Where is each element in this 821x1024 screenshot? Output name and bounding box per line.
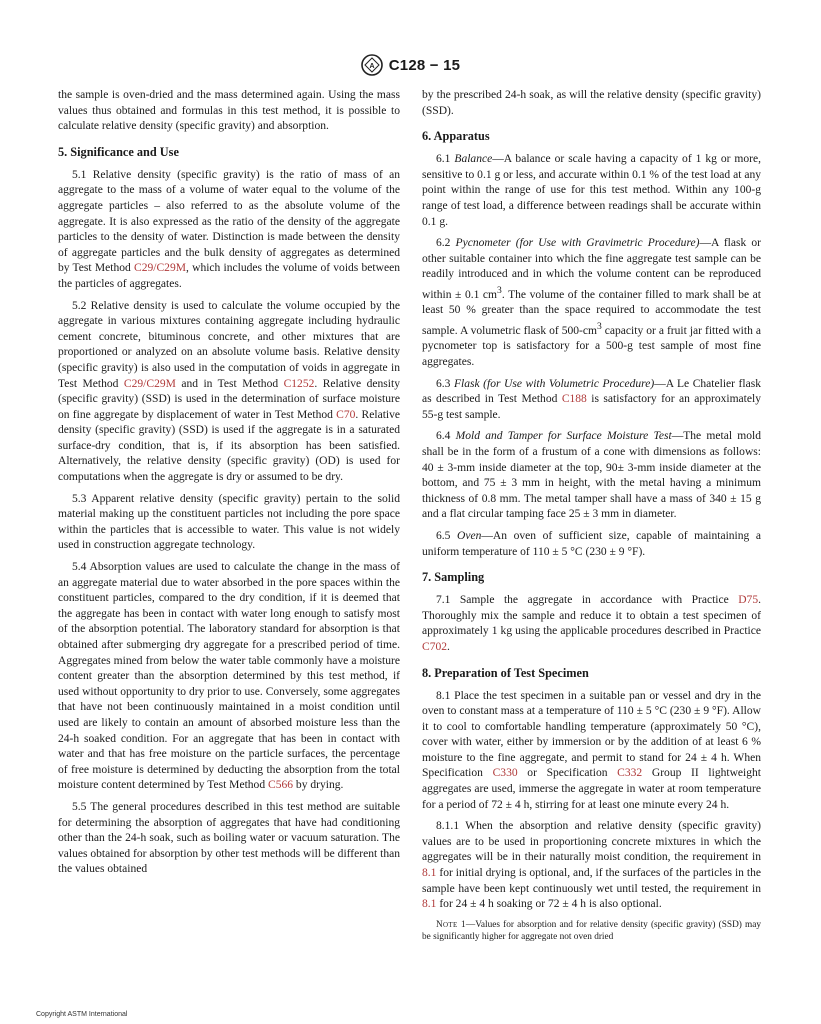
link-c1252[interactable]: C1252 [283,377,315,390]
left-column [58,88,400,884]
paragraph-continuation: by the prescribed 24-h soak, as will the relative density (specific gravity) (SSD). [422,89,761,117]
link-c188[interactable]: C188 [561,393,587,406]
paragraph-8-1: 8.1 Place the test specimen in a suitable pan or vessel and dry in the oven to constant mass at a temperature of 110 ± 5 °C (230 ± 9 °F). Allow it to cool to comfortable handling temperature (approximately 50 °C), cover with water, either by immersion or by the addition of at least 6 % moisture to the fine aggregate, and permit to stand for 24 ± 4 h. When Specification C330 or Specification C332 Group II lightweight aggregates are used, immerse the aggregate in water at room temperature for a period of 72 ± 4 h, stirring for at least one minute every 24 h. [422,689,761,811]
paragraph-7-1: 7.1 Sample the aggregate in accordance with Practice D75. Thoroughly mix the sample and reduce it to obtain a test specimen of approximately 1 kg using the applicable procedures described in Practice C702. [422,594,761,653]
document-id: C128 − 15 [388,56,461,74]
link-c29[interactable]: C29/C29M [134,262,186,275]
section-heading-8: 8. Preparation of Test Specimen [422,665,589,680]
link-c330[interactable]: C330 [492,767,518,780]
link-section-8-1[interactable]: 8.1 [422,867,437,880]
paragraph-6-1: 6.1 Balance—A balance or scale having a capacity of 1 kg or more, sensitive to 0.1 g or less, and accurate within 0.1 % of the test load at any point within the range of use for this test method. Within any 100-g range of test load, a difference between readings shall be accurate within 0.1 g. [422,153,762,228]
paragraph-6-2: 6.2 Pycnometer (for Use with Gravimetric Procedure)—A flask or other suitable container into which the fine aggregate test sample can be readily introduced and in which the volume content can be reproduced within ± 0.1 $cm^3$. The volume of the container filled to mark shall be at least 50 % greater than the space required to accommodate the test sample. A volumetric flask of $500-cm^3$ capacity or a fruit jar fitted with a pycnometer top is satisfactory for a 500-g test sample of most fine aggregates. [422,237,761,368]
link-c70[interactable]: C70 [336,408,356,421]
note-1: Note 1—Values for absorption and for relative density (specific gravity) (SSD) may be significantly higher for aggregate not oven dried [422,919,762,943]
section-heading-7: 7. Sampling [422,570,485,585]
section-heading-5: 5. Significance and Use [58,144,179,159]
paragraph-5-5: 5.5 The general procedures described in this test method are suitable for determining the absorption of aggregates that have had conditioning other than the 24-h soak, such as boiling water or vacuum saturation. The values obtained for absorption by other test methods will be different than the values obtained [58,800,400,876]
link-c29[interactable]: C29/C29M [123,377,176,390]
paragraph-8-1-1: 8.1.1 When the absorption and relative density (specific gravity) values are to be used in proportioning concrete mixtures in which the aggregates will be in their naturally moist condition, the requirement in 8.1 for initial drying is optional, and, if the surfaces of the particles in the sample have been kept continuously wet until tested, the requirement in 8.1 for 24 ± 4 h soaking or 72 ± 4 h is also optional. [422,820,761,911]
note-label: Note 1 [436,919,466,930]
link-c332[interactable]: C332 [617,767,643,780]
link-c566[interactable]: C566 [268,779,294,792]
svg-text:A: A [369,63,375,70]
link-d75[interactable]: D75 [738,594,759,607]
paragraph-continuation: the sample is oven-dried and the mass determined again. Using the mass values thus obtained and formulas in this test method, it is possible to calculate relative density (specific gravity) and absorption. [58,89,400,133]
paragraph-6-5: 6.5 Oven—An oven of sufficient size, capable of maintaining a uniform temperature of 110 ± 5 °C (230 ± 9 °F). [422,529,761,558]
right-column [422,88,761,944]
link-c702[interactable]: C702 [422,640,448,653]
page-header [0,52,821,78]
paragraph-5-3: 5.3 Apparent relative density (specific gravity) pertain to the solid material making up the constituent particles not including the pore space within the particles that is accessible to water. This value is not widely used in construction aggregate technology. [58,492,400,552]
link-section-8-1[interactable]: 8.1 [422,898,437,911]
paragraph-6-3: 6.3 Flask (for Use with Volumetric Procedure)—A Le Chatelier flask as described in Test Method C188 is satisfactory for an approximately 55-g test sample. [422,377,762,421]
paragraph-6-4: 6.4 Mold and Tamper for Surface Moisture Test—The metal mold shall be in the form of a frustum of a cone with dimensions as follows: 40 ± 3-mm inside diameter at the top, 90± 3-mm inside diameter at the bottom, and 75 ± 3 mm in height, with the metal having a minimum thickness of 0.8 mm. The metal tamper shall have a mass of 340 ± 15 g and a flat circular tamping face 25 ± 3 mm in diameter. [422,430,761,521]
astm-logo-icon [361,54,383,76]
paragraph-5-1: 5.1 Relative density (specific gravity) is the ratio of mass of an aggregate to the mass of a volume of water equal to the volume of the aggregate particles – also referred to as the absolute volume of the aggregate. It is also expressed as the ratio of the density of the aggregate particles to the density of water. Distinction is made between the density of aggregate particles and the bulk density of aggregates as determined by Test Method C29/C29M, which includes the volume of voids between the particles of aggregates. [58,168,400,290]
copyright-footer: Copyright ASTM International [36,1011,128,1018]
paragraph-5-4: 5.4 Absorption values are used to calculate the change in the mass of an aggregate material due to water absorbed in the pore spaces within the constituent particles, compared to the dry condition, if it is deemed that the aggregate has been in contact with water long enough to satisfy most of the absorption potential. The laboratory standard for absorption is that obtained after submerging dry aggregate for a prescribed period of time. Aggregates mined from below the water table commonly have a moisture content greater than the absorption determined by this test method, if used without opportunity to dry prior to use. Conversely, some aggregates that have not been continuously maintained in a moist condition until used are likely to contain an amount of absorbed moisture less than the 24-h soaked condition. For an aggregate that has been in contact with water and that has free moisture on the particle surfaces, the percentage of free moisture is determined by deducting the absorption from the total moisture content determined by Test Method C566 by drying. [58,561,400,792]
paragraph-5-2: 5.2 Relative density is used to calculate the volume occupied by the aggregate in various mixtures containing aggregate including hydraulic cement concrete, bituminous concrete, and other mixtures that are proportioned or analyzed on an absolute volume basis. Relative density (specific gravity) is also used in the computation of voids in aggregate in Test Method C29/C29M and in Test Method C1252. Relative density (specific gravity) (SSD) is used in the determination of surface moisture on fine aggregate by displacement of water in Test Method C70. Relative density (specific gravity) (SSD) is used if the aggregate is in a saturated surface-dry condition, that is, if its absorption has been satisfied. Alternatively, the relative density (specific gravity) (OD) is used for computations when the aggregate is dry or assumed to be dry. [58,299,401,484]
section-heading-6: 6. Apparatus [422,129,490,144]
